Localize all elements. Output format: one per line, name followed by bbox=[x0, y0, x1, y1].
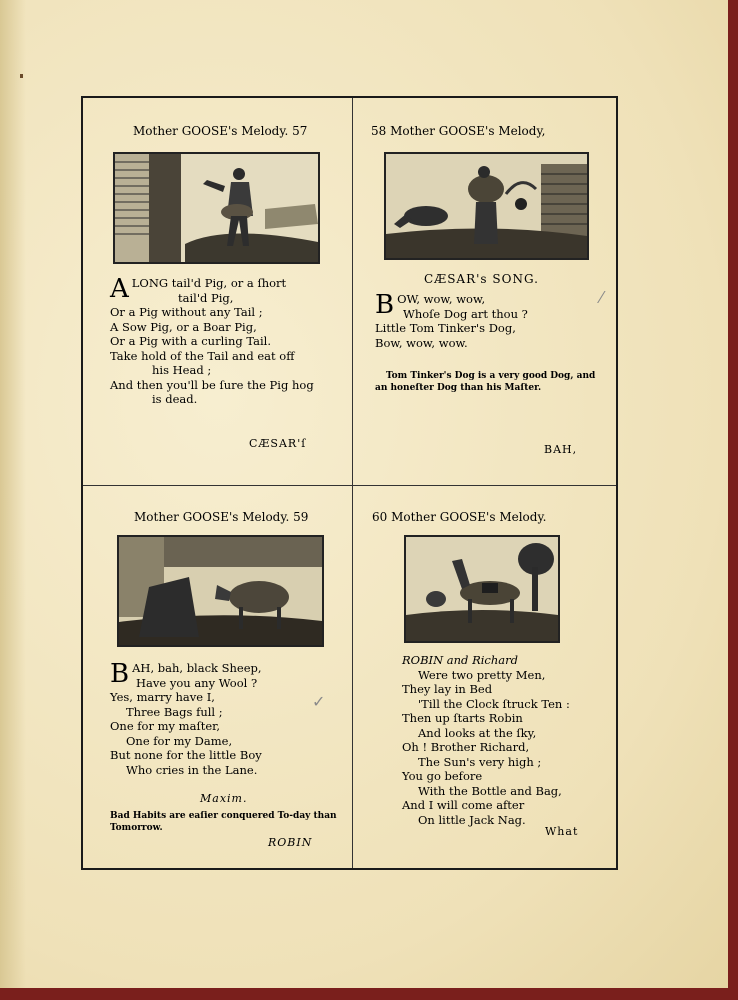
man-with-basket-illustration bbox=[115, 154, 318, 262]
catchword: CÆSAR'ſ bbox=[249, 437, 307, 450]
pencil-check-mark: ⁄ bbox=[600, 288, 603, 307]
page-header: Mother GOOSE's Melody. 59 bbox=[134, 510, 309, 524]
verse-line: Or a Pig with a curling Tail. bbox=[110, 334, 272, 348]
verse-line: Who cries in the Lane. bbox=[126, 762, 258, 777]
verse-line: They lay in Bed bbox=[402, 682, 493, 696]
verse-line: A Sow Pig, or a Boar Pig, bbox=[110, 319, 257, 334]
verse-line: With the Bottle and Bag, bbox=[418, 783, 562, 798]
drop-cap: A bbox=[110, 274, 129, 304]
shepherd-with-sheep-illustration bbox=[119, 537, 322, 645]
verse-line: LONG tail'd Pig, or a ſhort bbox=[131, 276, 287, 290]
horizontal-divider bbox=[83, 485, 616, 486]
verse-line: Or a Pig without any Tail ; bbox=[110, 305, 263, 319]
dog-verse bbox=[375, 292, 528, 350]
verse-line: The Sun's very high ; bbox=[418, 754, 542, 769]
ink-speck bbox=[20, 74, 23, 78]
saddled-horse-illustration bbox=[406, 537, 558, 641]
verse-line: Three Bags full ; bbox=[126, 704, 223, 719]
verse-line: Bow, wow, wow. bbox=[375, 335, 468, 350]
verse-line: And I will come after bbox=[402, 798, 525, 812]
prose-note bbox=[375, 370, 596, 394]
verse-line: Then up ſtarts Robin bbox=[402, 711, 523, 725]
verse-line: And looks at the ſky, bbox=[418, 725, 537, 740]
verse-line: One for my maſter, bbox=[110, 719, 221, 733]
verse-line: OW, wow, wow, bbox=[397, 292, 486, 306]
woodcut-image bbox=[117, 535, 324, 647]
sheep-verse bbox=[110, 661, 262, 777]
verse-line: Whoſe Dog art thou ? bbox=[403, 306, 528, 321]
page-header: 58 Mother GOOSE's Melody, bbox=[371, 124, 546, 138]
robin-verse bbox=[402, 653, 570, 827]
maxim-line: Bad Habits are eaſier conquered To-day than bbox=[110, 811, 337, 821]
verse-line: is dead. bbox=[152, 392, 198, 406]
page-header: Mother GOOSE's Melody. 57 bbox=[133, 124, 308, 138]
verse-line: tail'd Pig, bbox=[178, 290, 234, 305]
verse-line: On little Jack Nag. bbox=[418, 812, 526, 827]
drop-cap: B bbox=[110, 659, 130, 689]
pig-verse bbox=[110, 276, 314, 407]
verse-line: One for my Dame, bbox=[126, 733, 233, 748]
catchword: BAH, bbox=[544, 443, 578, 456]
tinker-with-dog-illustration bbox=[386, 154, 587, 258]
verse-line: 'Till the Clock ſtruck Ten : bbox=[418, 696, 570, 711]
maxim-line: Tomorrow. bbox=[110, 823, 163, 833]
verse-line: And then you'll be ſure the Pig hog bbox=[110, 377, 314, 392]
drop-cap: B bbox=[375, 290, 395, 320]
verse-line: AH, bah, black Sheep, bbox=[132, 661, 262, 675]
woodcut-image bbox=[384, 152, 589, 260]
maxim-text bbox=[110, 810, 337, 834]
woodcut-image bbox=[113, 152, 320, 264]
note-line: an honeſter Dog than his Maſter. bbox=[375, 383, 542, 393]
verse-line: But none for the little Boy bbox=[110, 748, 262, 762]
catchword: ROBIN bbox=[268, 836, 313, 849]
verse-line: Take hold of the Tail and eat off bbox=[110, 348, 295, 363]
verse-line: his Head ; bbox=[152, 363, 212, 377]
verse-line: Were two pretty Men, bbox=[418, 667, 546, 682]
vertical-divider bbox=[352, 98, 353, 868]
verse-line: You go before bbox=[402, 769, 483, 783]
catchword: What bbox=[545, 825, 579, 838]
note-line: Tom Tinker's Dog is a very good Dog, and bbox=[386, 371, 596, 381]
gutter-shadow bbox=[0, 0, 26, 988]
pencil-check-mark: ✓ bbox=[312, 692, 326, 711]
verse-line: Yes, marry have I, bbox=[110, 690, 215, 704]
song-title: CÆSAR's SONG. bbox=[424, 272, 539, 286]
maxim-title: Maxim. bbox=[200, 792, 248, 805]
verse-line: ROBIN and Richard bbox=[402, 653, 518, 667]
page-header: 60 Mother GOOSE's Melody. bbox=[372, 510, 547, 524]
verse-line: Oh ! Brother Richard, bbox=[402, 740, 530, 754]
verse-line: Have you any Wool ? bbox=[136, 675, 258, 690]
woodcut-image bbox=[404, 535, 560, 643]
verse-line: Little Tom Tinker's Dog, bbox=[375, 321, 516, 335]
